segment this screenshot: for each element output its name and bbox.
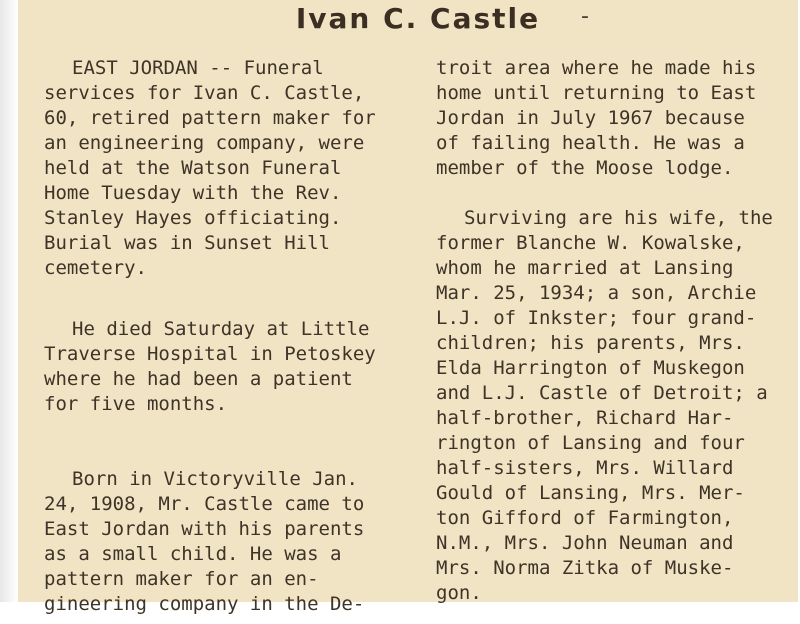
text-line: Surviving are his wife, the xyxy=(464,207,773,229)
text-line: services for Ivan C. Castle, xyxy=(44,82,365,104)
paragraph-funeral-services xyxy=(44,56,394,281)
text-line: pattern maker for an en- xyxy=(44,568,319,590)
text-line: Born in Victoryville Jan. xyxy=(72,468,358,490)
text-line: home until returning to East xyxy=(436,82,757,104)
text-line: Stanley Hayes officiating. xyxy=(44,207,342,229)
paragraph-gap xyxy=(44,417,394,442)
text-line: Traverse Hospital in Petoskey xyxy=(44,343,376,365)
text-line: 60, retired pattern maker for xyxy=(44,107,376,129)
obituary-headline: Ivan C. Castle xyxy=(295,2,541,35)
text-line: He died Saturday at Little xyxy=(72,318,370,340)
paragraph-survivors xyxy=(436,206,792,606)
right-column xyxy=(436,56,792,606)
newspaper-clipping xyxy=(18,0,798,615)
paragraph-residence xyxy=(436,56,792,181)
text-line: Mar. 25, 1934; a son, Archie xyxy=(436,282,757,304)
scan-edge-shadow xyxy=(0,0,18,602)
text-line: an engineering company, were xyxy=(44,132,365,154)
paragraph-gap xyxy=(436,181,792,206)
text-line: Mrs. Norma Zitka of Muske- xyxy=(436,557,734,579)
text-line: held at the Watson Funeral xyxy=(44,157,342,179)
text-line: member of the Moose lodge. xyxy=(436,157,734,179)
paragraph-biography xyxy=(44,467,394,617)
paragraph-gap xyxy=(44,306,394,317)
print-mark: - xyxy=(581,4,589,29)
text-line: East Jordan with his parents xyxy=(44,518,365,540)
text-line: Burial was in Sunset Hill xyxy=(44,232,330,254)
text-line: and L.J. Castle of Detroit; a xyxy=(436,382,768,404)
text-line: 24, 1908, Mr. Castle came to xyxy=(44,493,365,515)
text-line: gineering company in the De- xyxy=(44,593,365,615)
text-line: Jordan in July 1967 because xyxy=(436,107,745,129)
text-line: for five months. xyxy=(44,393,228,415)
text-line: half-brother, Richard Har- xyxy=(436,407,734,429)
text-line: Gould of Lansing, Mrs. Mer- xyxy=(436,482,745,504)
paragraph-gap xyxy=(44,442,394,467)
left-column xyxy=(44,56,394,617)
text-line: half-sisters, Mrs. Willard xyxy=(436,457,734,479)
text-line: L.J. of Inkster; four grand- xyxy=(436,307,757,329)
text-line: gon. xyxy=(436,582,482,604)
text-line: whom he married at Lansing xyxy=(436,257,734,279)
text-line: where he had been a patient xyxy=(44,368,353,390)
text-line: troit area where he made his xyxy=(436,57,757,79)
text-line: N.M., Mrs. John Neuman and xyxy=(436,532,734,554)
text-line: children; his parents, Mrs. xyxy=(436,332,745,354)
text-line: former Blanche W. Kowalske, xyxy=(436,232,745,254)
text-line: Elda Harrington of Muskegon xyxy=(436,357,745,379)
text-line: rington of Lansing and four xyxy=(436,432,745,454)
paragraph-death xyxy=(44,317,394,417)
text-line: EAST JORDAN -- Funeral xyxy=(72,57,324,79)
text-line: as a small child. He was a xyxy=(44,543,342,565)
paragraph-gap xyxy=(44,281,394,306)
text-line: cemetery. xyxy=(44,257,147,279)
text-line: ton Gifford of Farmington, xyxy=(436,507,734,529)
text-line: of failing health. He was a xyxy=(436,132,745,154)
text-line: Home Tuesday with the Rev. xyxy=(44,182,342,204)
